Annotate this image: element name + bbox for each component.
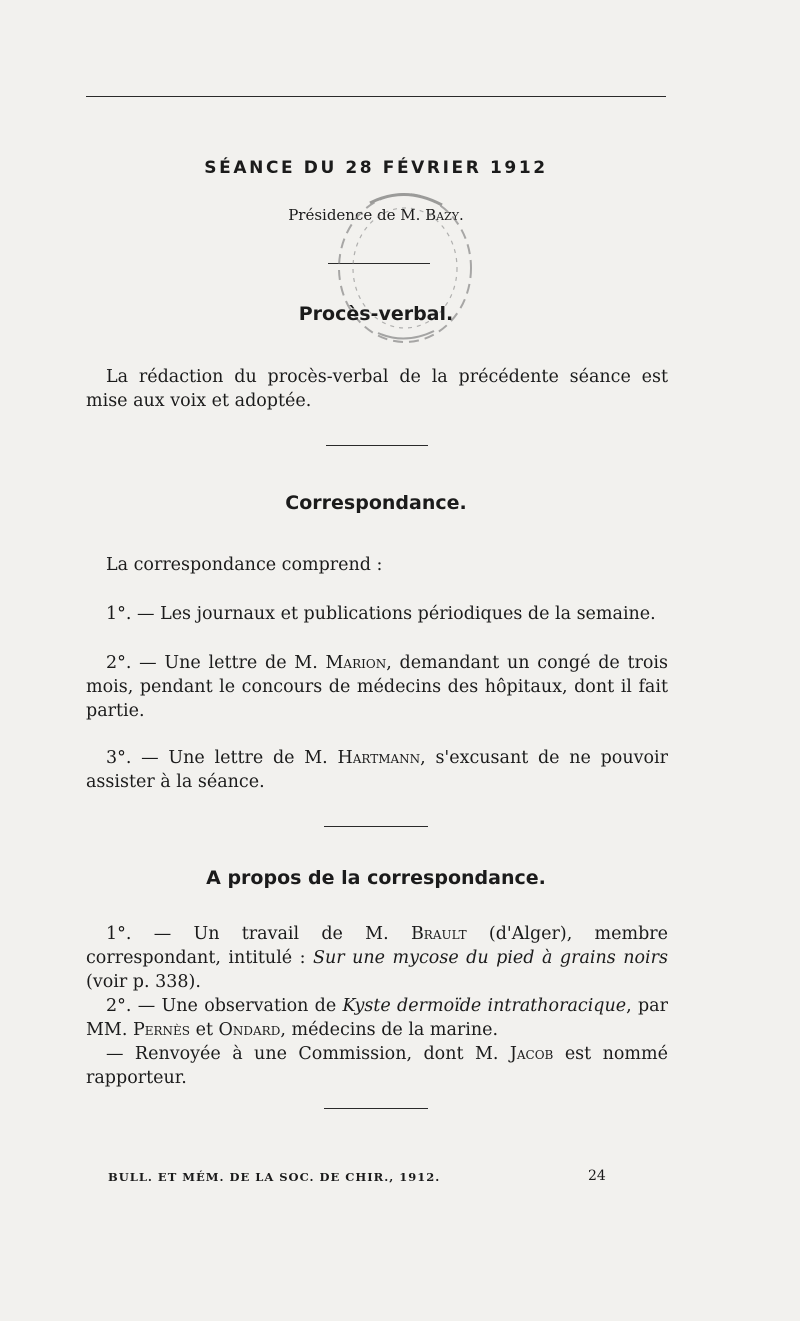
person-name: Brault [410, 924, 467, 944]
work-title: Sur une mycose du pied à grains noirs [313, 948, 668, 968]
person-name: Ondard [218, 1020, 281, 1040]
person-name: Marion [325, 653, 387, 673]
heading-proces-verbal: Procès-verbal. [298, 303, 454, 325]
correspondance-item-3 [86, 746, 668, 794]
top-rule [86, 96, 666, 97]
president-name: Bazy [425, 206, 460, 224]
a-propos-item-2 [86, 994, 668, 1042]
section-divider [324, 1108, 428, 1109]
a-propos-item-1 [86, 922, 668, 994]
proces-verbal-text: La rédaction du procès-verbal de la précédente séance est mise aux voix et adoptée. [86, 367, 668, 411]
item-text: 1°. — Un travail de M. [106, 924, 411, 944]
footer-journal: BULL. ET MÉM. DE LA SOC. DE CHIR., 1912. [108, 1170, 441, 1184]
item-text: — Renvoyée à une Commission, dont M. [106, 1044, 510, 1064]
correspondance-intro: La correspondance comprend : [106, 555, 383, 575]
item-text: , par MM. [86, 996, 668, 1040]
item-text: 3°. — Une lettre de M. [106, 748, 338, 768]
section-divider [324, 826, 428, 827]
heading-correspondance: Correspondance. [285, 492, 467, 514]
correspondance-item-1: 1°. — Les journaux et publications périodiques de la semaine. [106, 604, 656, 624]
person-name: Pernès [132, 1020, 191, 1040]
heading-a-propos: A propos de la correspondance. [206, 867, 546, 889]
person-name: Jacob [509, 1044, 554, 1064]
presidency-suffix: . [459, 206, 464, 224]
a-propos-item-2-referral [86, 1042, 668, 1090]
work-title: Kyste dermoïde intrathoracique [342, 996, 627, 1016]
item-text: 2°. — Une observation de [106, 996, 343, 1016]
item-text: , médecins de la marine. [280, 1020, 499, 1040]
item-text: , s'excusant de ne pouvoir assister à la séance. [86, 748, 668, 792]
item-text: , demandant un congé de trois mois, pendant le concours de médecins des hôpitaux, dont il fait partie. [86, 653, 668, 721]
item-text: et [190, 1020, 219, 1040]
footer-signature-number: 24 [588, 1168, 606, 1184]
session-title: SÉANCE DU 28 FÉVRIER 1912 [204, 158, 548, 178]
item-text: est nommé rapporteur. [86, 1044, 668, 1088]
presidency-prefix: Présidence de M. [288, 206, 426, 224]
person-name: Hartmann [337, 748, 421, 768]
item-text: (d'Alger), membre correspondant, intitulé : [86, 924, 668, 968]
item-text: (voir p. 338). [86, 972, 201, 992]
section-divider [326, 445, 428, 446]
correspondance-item-2 [86, 651, 668, 723]
item-text: 2°. — Une lettre de M. [106, 653, 326, 673]
